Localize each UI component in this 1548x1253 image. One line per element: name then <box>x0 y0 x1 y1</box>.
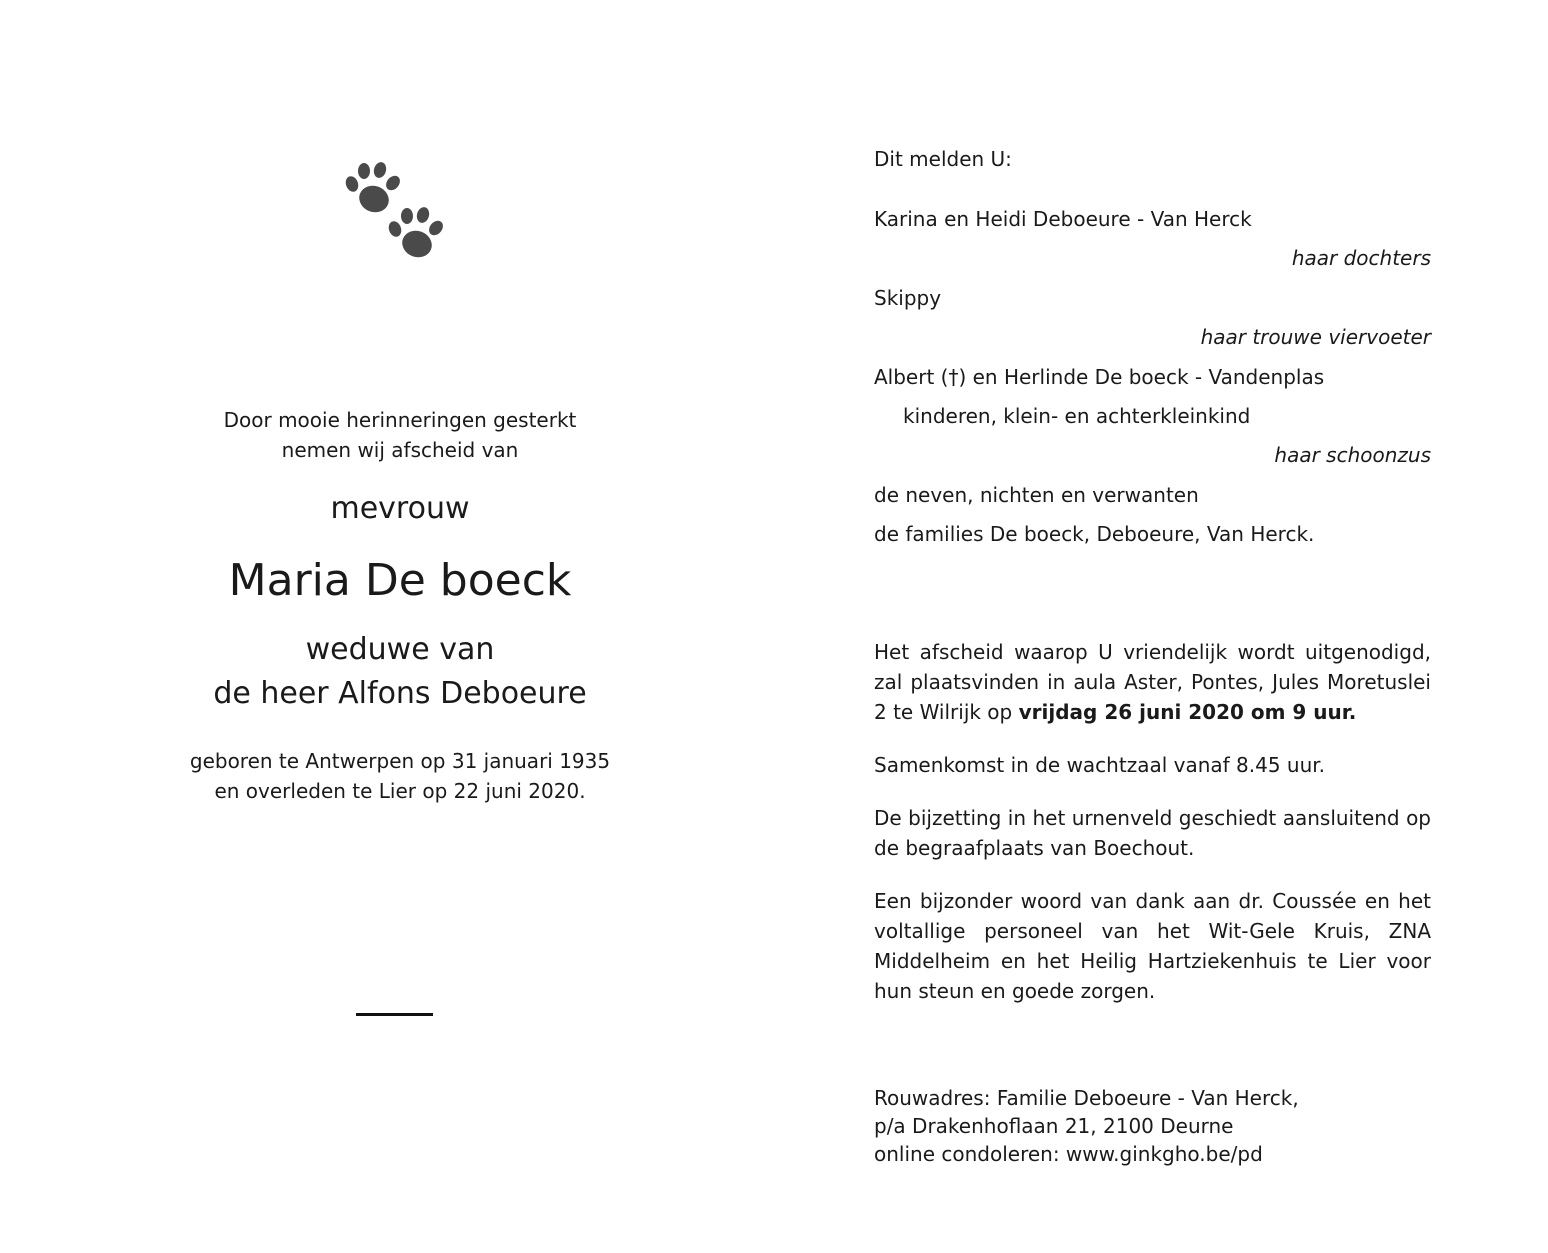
spouse-line-2: de heer Alfons Deboeure <box>213 676 587 711</box>
mourner-line: Albert (†) en Herlinde De boeck - Vandenplas <box>874 365 1325 389</box>
deceased-name: Maria De boeck <box>228 555 572 606</box>
divider-line <box>356 1013 433 1016</box>
thanks-paragraph: Een bijzonder woord van dank aan dr. Coussée en het voltallige personeel van het Wit-Gele Kruis, ZNA Middelheim en het Heilig Hartziekenhuis te Lier voor hun steun en goede zorgen. <box>874 889 1431 1003</box>
announce-line: Dit melden U: <box>874 147 1012 171</box>
spouse-line-1: weduwe van <box>305 632 495 667</box>
relation-label: haar trouwe viervoeter <box>1200 325 1431 349</box>
ceremony-paragraph <box>874 637 1431 727</box>
spouse-text <box>150 628 650 716</box>
relation-label: haar dochters <box>1291 246 1431 270</box>
mourner-line: Karina en Heidi Deboeure - Van Herck <box>874 207 1252 231</box>
left-panel <box>150 0 650 1253</box>
death-line: en overleden te Lier op 22 juni 2020. <box>214 779 586 803</box>
address-line-2: p/a Drakenhoflaan 21, 2100 Deurne <box>874 1114 1234 1138</box>
address-line-1: Rouwadres: Familie Deboeure - Van Herck, <box>874 1086 1299 1110</box>
mourning-address <box>874 1084 1431 1168</box>
intro-line-2: nemen wij afscheid van <box>281 438 519 462</box>
paw-prints-icon <box>335 155 455 270</box>
birth-line: geboren te Antwerpen op 31 januari 1935 <box>189 749 611 773</box>
intro-line-1: Door mooie herinneringen gesterkt <box>223 408 577 432</box>
ceremony-text: Het afscheid waarop U vriendelijk wordt uitgenodigd, zal plaatsvinden in aula Aster, Pontes, Jules Moretuslei 2 te Wilrijk op <box>874 640 1431 724</box>
ceremony-date: vrijdag 26 juni 2020 om 9 uur. <box>1018 700 1357 724</box>
relation-label: haar schoonzus <box>1274 443 1431 467</box>
condolence-link[interactable]: online condoleren: www.ginkgho.be/pd <box>874 1142 1263 1166</box>
gathering-paragraph: Samenkomst in de wachtzaal vanaf 8.45 uur. <box>874 753 1326 777</box>
mourner-line: Skippy <box>874 286 942 310</box>
mourner-line: de neven, nichten en verwanten <box>874 483 1199 507</box>
intro-text <box>150 405 650 465</box>
right-panel <box>874 0 1431 1253</box>
interment-paragraph: De bijzetting in het urnenveld geschiedt aansluitend op de begraafplaats van Boechout. <box>874 806 1431 860</box>
mourner-line: de families De boeck, Deboeure, Van Herck. <box>874 522 1315 546</box>
life-dates <box>150 746 650 806</box>
mourner-line: kinderen, klein- en achterkleinkind <box>903 404 1251 428</box>
honorific: mevrouw <box>330 491 470 526</box>
